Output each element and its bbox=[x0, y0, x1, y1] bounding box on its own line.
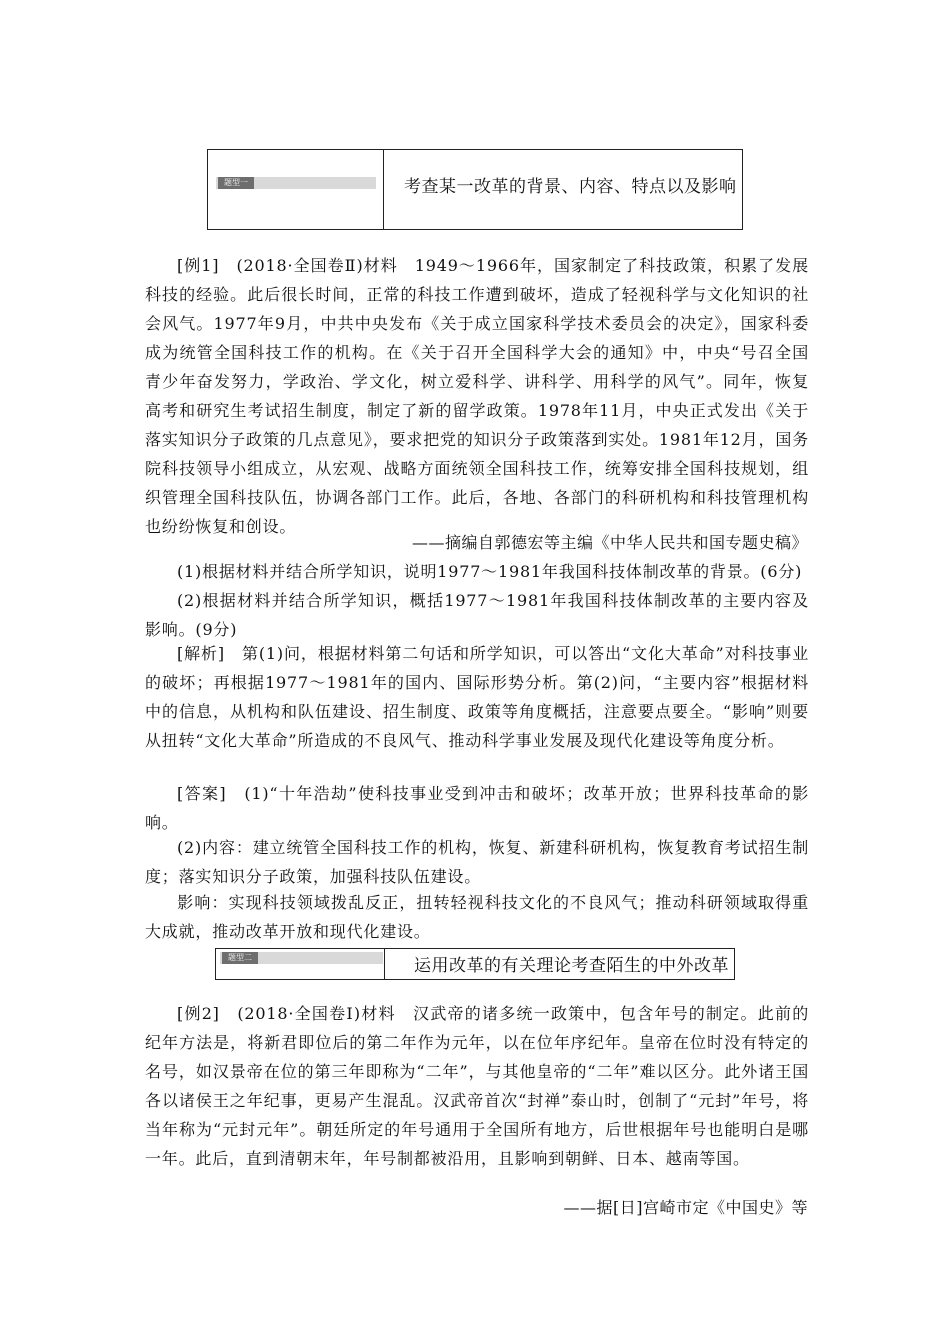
answer-3: 影响：实现科技领域拨乱反正，扭转轻视科技文化的不良风气；推动科研领域取得重大成就，推动改革开放和现代化建设。 bbox=[145, 893, 809, 941]
section-title: 运用改革的有关理论考查陌生的中外改革 bbox=[414, 956, 729, 976]
example-2-material: [例2] (2018·全国卷Ⅰ)材料 汉武帝的诸多统一政策中，包含年号的制定。此前的纪年方法是，将新君即位后的第二年作为元年，以在位年序纪年。皇帝在位时没有特定的名号，如汉景帝在位的第三年即称为“二年”，与其他皇帝的“二年”难以区分。此外诸王国各以诸侯王之年纪事，更易产生混乱。汉武帝首次“封禅”泰山时，创制了“元封”年号，将当年称为“元封元年”。朝廷所定的年号通用于全国所有地方，后世根据年号也能明白是哪一年。此后，直到清朝末年，年号制都被沿用，且影响到朝鲜、日本、越南等国。 bbox=[145, 1004, 809, 1168]
section-tag-label: 题型二 bbox=[222, 952, 258, 964]
example-1-source: ——摘编自郭德宏等主编《中华人民共和国专题史稿》 bbox=[411, 533, 808, 552]
answer-1: [答案] (1)“十年浩劫”使科技事业受到冲击和破坏；改革开放；世界科技革命的影响。 bbox=[145, 784, 809, 832]
analysis: [解析] 第(1)问，根据材料第二句话和所学知识，可以答出“文化大革命”对科技事业的破坏；再根据1977～1981年的国内、国际形势分析。第(2)问，“主要内容”根据材料中的信息，从机构和队伍建设、招生制度、政策等角度概括，注意要点要全。“影响”则要从扭转“文化大革命”所造成的不良风气、推动科学事业发展及现代化建设等角度分析。 bbox=[145, 644, 809, 750]
question-1: (1)根据材料并结合所学知识，说明1977～1981年我国科技体制改革的背景。(6分) bbox=[177, 562, 803, 581]
section-header-2 bbox=[215, 948, 735, 980]
answer-2: (2)内容：建立统管全国科技工作的机构，恢复、新建科研机构，恢复教育考试招生制度；落实知识分子政策，加强科技队伍建设。 bbox=[145, 838, 809, 886]
section-tag-bar bbox=[220, 952, 383, 964]
example-1-material: [例1] (2018·全国卷Ⅱ)材料 1949～1966年，国家制定了科技政策，积累了发展科技的经验。此后很长时间，正常的科技工作遭到破坏，造成了轻视科学与文化知识的社会风气。1977年9月，中共中央发布《关于成立国家科学技术委员会的决定》，国家科委成为统管全国科技工作的机构。在《关于召开全国科学大会的通知》中，中央“号召全国青少年奋发努力，学政治、学文化，树立爱科学、讲科学、用科学的风气”。同年，恢复高考和研究生考试招生制度，制定了新的留学政策。1978年11月，中央正式发出《关于落实知识分子政策的几点意见》，要求把党的知识分子政策落到实处。1981年12月，国务院科技领导小组成立，从宏观、战略方面统领全国科技工作，统筹安排全国科技规划，组织管理全国科技队伍，协调各部门工作。此后，各地、各部门的科研机构和科技管理机构也纷纷恢复和创设。 bbox=[145, 256, 809, 536]
section-tag-label: 题型一 bbox=[218, 177, 254, 189]
section-header-1 bbox=[207, 149, 743, 230]
example-2-source: ——据[日]宫崎市定《中国史》等 bbox=[563, 1198, 808, 1217]
section-divider bbox=[383, 150, 384, 229]
section-title: 考查某一改革的背景、内容、特点以及影响 bbox=[404, 177, 737, 197]
section-divider bbox=[384, 949, 385, 979]
question-2: (2)根据材料并结合所学知识，概括1977～1981年我国科技体制改革的主要内容及影响。(9分) bbox=[145, 591, 809, 639]
section-tag-bar bbox=[216, 177, 376, 189]
